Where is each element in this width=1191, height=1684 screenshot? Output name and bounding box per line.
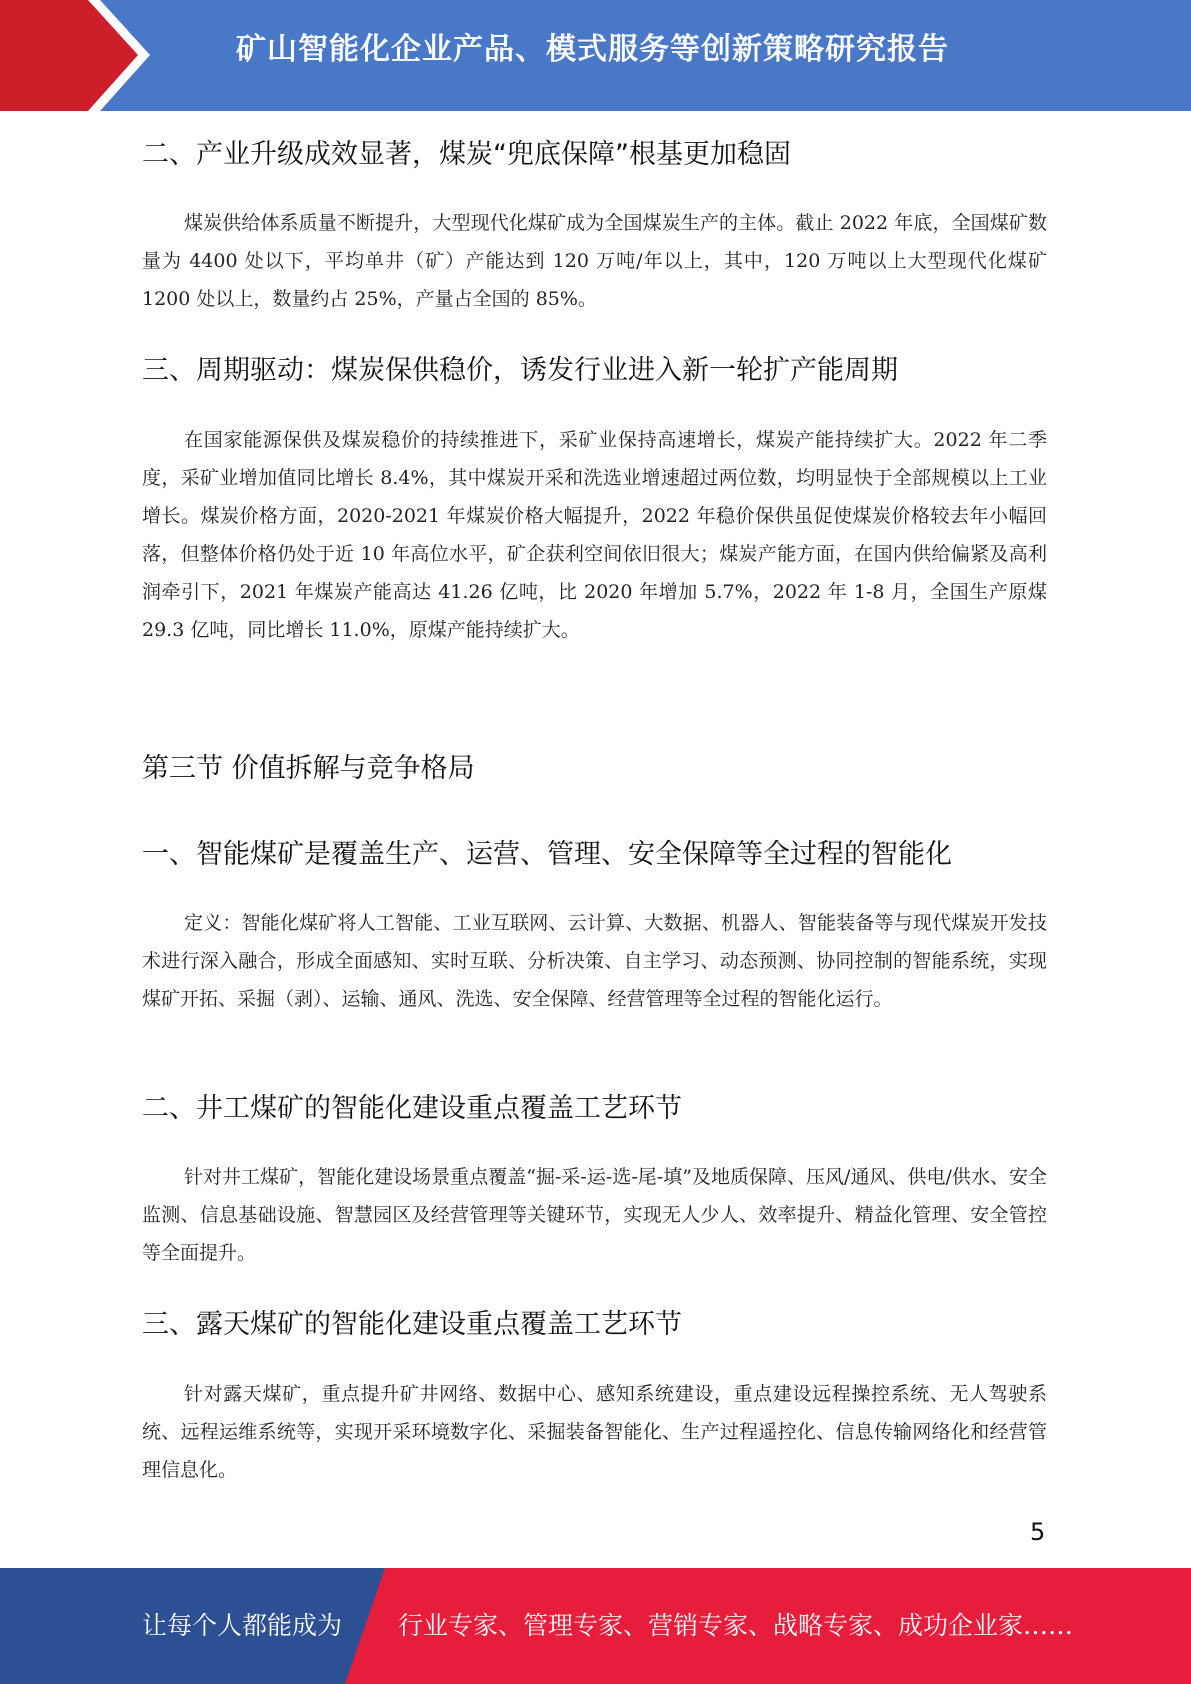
red-chevron-banner (0, 0, 150, 111)
footer-slogan-left: 让每个人都能成为 (142, 1611, 343, 1640)
report-title: 矿山智能化企业产品、模式服务等创新策略研究报告 (236, 32, 949, 67)
section-paragraph-open-pit-mine: 针对露天煤矿，重点提升矿井网络、数据中心、感知系统建设，重点建设远程操控系统、无人驾驶系统、远程运维系统等，实现开采环境数字化、采掘装备智能化、生产过程遥控化、信息传输网络化和经营管理信息化。 (142, 1383, 1047, 1481)
footer-slogan-right: 行业专家、管理专家、营销专家、战略专家、成功企业家…… (398, 1611, 1074, 1640)
page-number: 5 (1030, 1518, 1046, 1546)
page-footer (0, 1568, 1191, 1684)
section-paragraph-industry-upgrade: 煤炭供给体系质量不断提升，大型现代化煤矿成为全国煤炭生产的主体。截止 2022 年底，全国煤矿数量为 4400 处以下，平均单井（矿）产能达到 120 万吨/年以上，其中，120 万吨以上大型现代化煤矿 1200 处以上，数量约占 25%，产量占全国的 85%。 (142, 212, 1047, 310)
section-heading-underground-mine: 二、井工煤矿的智能化建设重点覆盖工艺环节 (142, 1093, 682, 1124)
section-heading-open-pit-mine: 三、露天煤矿的智能化建设重点覆盖工艺环节 (142, 1309, 682, 1340)
section-heading-industry-upgrade: 二、产业升级成效显著，煤炭“兜底保障”根基更加稳固 (142, 139, 791, 170)
section-heading-smart-mine: 一、智能煤矿是覆盖生产、运营、管理、安全保障等全过程的智能化 (142, 839, 952, 870)
chapter-heading-value-breakdown: 第三节 价值拆解与竞争格局 (142, 753, 475, 784)
page-header (0, 0, 1191, 111)
section-heading-cycle-driver: 三、周期驱动：煤炭保供稳价，诱发行业进入新一轮扩产能周期 (142, 355, 898, 386)
section-paragraph-underground-mine: 针对井工煤矿，智能化建设场景重点覆盖“掘-采-运-选-尾-填”及地质保障、压风/通风、供电/供水、安全监测、信息基础设施、智慧园区及经营管理等关键环节，实现无人少人、效率提升、精益化管理、安全管控等全面提升。 (142, 1166, 1047, 1264)
section-paragraph-smart-mine: 定义：智能化煤矿将人工智能、工业互联网、云计算、大数据、机器人、智能装备等与现代煤炭开发技术进行深入融合，形成全面感知、实时互联、分析决策、自主学习、动态预测、协同控制的智能系统，实现煤矿开拓、采掘（剥）、运输、通风、洗选、安全保障、经营管理等全过程的智能化运行。 (142, 912, 1047, 1010)
section-paragraph-cycle-driver: 在国家能源保供及煤炭稳价的持续推进下，采矿业保持高速增长，煤炭产能持续扩大。2022 年二季度，采矿业增加值同比增长 8.4%，其中煤炭开采和洗选业增速超过两位数，均明显快于全部规模以上工业增长。煤炭价格方面，2020-2021 年煤炭价格大幅提升，2022 年稳价保供虽促使煤炭价格较去年小幅回落，但整体价格仍处于近 10 年高位水平，矿企获利空间依旧很大；煤炭产能方面，在国内供给偏紧及高利润牵引下，2021 年煤炭产能高达 41.26 亿吨，比 2020 年增加 5.7%，2022 年 1-8 月，全国生产原煤 29.3 亿吨，同比增长 11.0%，原煤产能持续扩大。 (142, 429, 1047, 641)
